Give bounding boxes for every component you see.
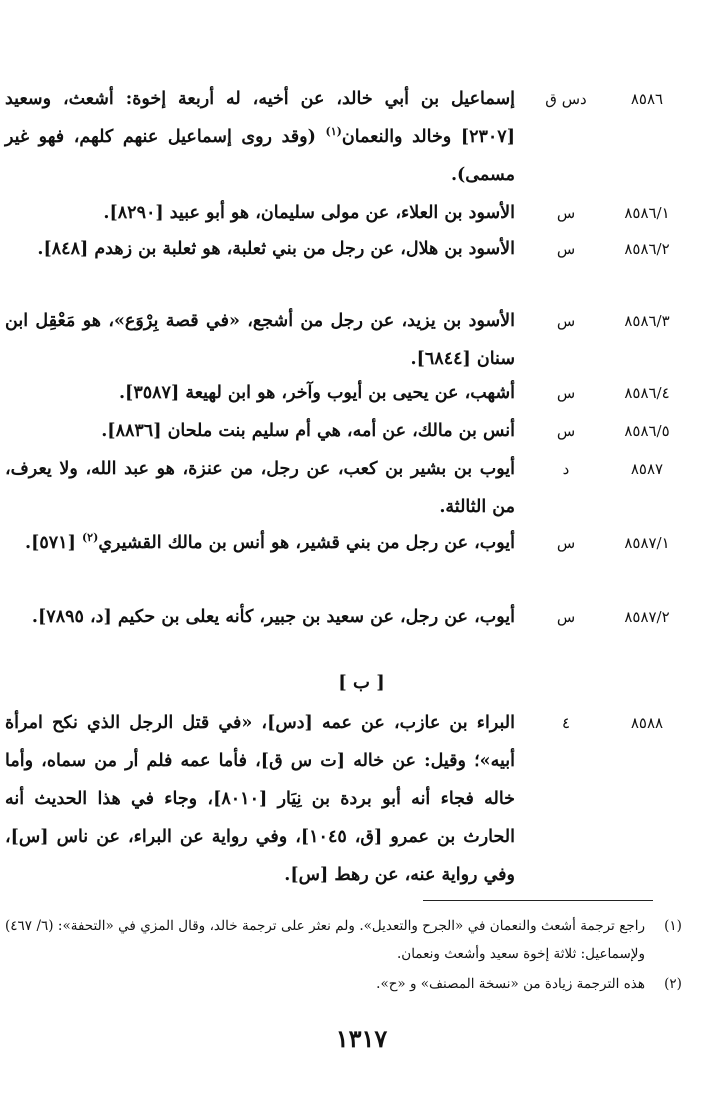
entry-symbol: س — [556, 312, 576, 330]
entry-text: أيوب بن بشير بن كعب، عن رجل، من عنزة، هو عبد الله، ولا يعرف، من الثالثة. — [5, 459, 515, 517]
entry-number: ٨٥٨٦/٢ — [624, 240, 670, 258]
entry-text-part: [٥٧١]. — [25, 533, 82, 553]
entry-text: الأسود بن يزيد، عن رجل من أشجع، «في قصة بِرْوَع»، هو مَعْقِل ابن سنان [٦٨٤٤]. — [5, 311, 515, 369]
entry-number: ٨٥٨٦/٤ — [624, 384, 670, 402]
entry-number: ٨٥٨٦/١ — [624, 204, 670, 222]
entry-text-part: أيوب، عن رجل من بني قشير، هو أنس بن مالك القشيري — [98, 533, 515, 553]
entry-symbol: دس ق — [545, 90, 587, 108]
entry-number: ٨٥٨٨ — [630, 714, 664, 732]
entry-number: ٨٥٨٧/١ — [624, 534, 670, 552]
entry-text: الأسود بن هلال، عن رجل من بني ثعلبة، هو ثعلبة بن زهدم [٨٤٨]. — [37, 239, 515, 259]
footnote-number: (٢) — [664, 976, 682, 992]
entry-symbol: س — [556, 608, 576, 626]
entry-number: ٨٥٨٦/٥ — [624, 422, 670, 440]
entry-text: أنس بن مالك، عن أمه، هي أم سليم بنت ملحان [٨٨٣٦]. — [101, 421, 515, 441]
footnote-text: هذه الترجمة زيادة من «نسخة المصنف» و «ح». — [376, 976, 645, 992]
entry-text: الأسود بن العلاء، عن مولى سليمان، هو أبو عبيد [٨٢٩٠]. — [103, 203, 515, 223]
footnote-2 — [3, 970, 693, 1000]
footnote-divider — [423, 900, 653, 901]
entry-text — [5, 524, 515, 562]
entry-symbol: س — [556, 384, 576, 402]
footnote-text: راجع ترجمة أشعث والنعمان في «الجرح والتعديل». ولم نعثر على ترجمة خالد، وقال المزي في «التحفة»: (٦/ ٤٦٧) ولإسماعيل: ثلاثة إخوة سعيد وأشعث ونعمان. — [5, 918, 645, 962]
entry-text-part: إسماعيل بن أبي خالد، عن أخيه، له أربعة إخوة: أشعث، وسعيد [٢٣٠٧] وخالد والنعمان — [5, 89, 515, 147]
entry-number: ٨٥٨٦/٣ — [624, 312, 670, 330]
entry-text: أيوب، عن رجل، عن سعيد بن جبير، كأنه يعلى بن حكيم [د، ٧٨٩٥]. — [31, 607, 515, 627]
footnote-number: (١) — [664, 918, 682, 934]
entry-text: البراء بن عازب، عن عمه [دس]، «في قتل الرجل الذي نكح امرأة أبيه»؛ وقيل: عن خاله [ت س ق]، فأما عمه فلم أر من سماه، وأما خاله فجاء أنه أبو بردة بن نِيَار [٨٠١٠]، وجاء في هذا الحديث أنه الحارث بن عمرو [ق، ١٠٤٥]، وفي رواية عن البراء، عن ناس [س]، وفي رواية عنه، عن رهط [س]. — [5, 713, 516, 885]
entry-text-part: (وقد روى إسماعيل عنهم كلهم، فهو غير مسمى). — [5, 127, 515, 185]
entry-symbol: س — [556, 422, 576, 440]
entry-symbol: د — [562, 460, 570, 478]
footnote-ref: (٢) — [81, 531, 99, 545]
footnote-ref: (١) — [325, 125, 342, 139]
entry-symbol: ٤ — [561, 714, 571, 732]
entry-symbol: س — [556, 204, 576, 222]
entry-number: ٨٥٨٧/٢ — [624, 608, 670, 626]
footnote-1 — [3, 912, 693, 972]
entry-text — [5, 80, 515, 194]
entry-symbol: س — [556, 240, 576, 258]
entry-number: ٨٥٨٧ — [630, 460, 664, 478]
section-header: [ ب ] — [338, 672, 385, 693]
page-number: ١٣١٧ — [335, 1024, 388, 1053]
entry-number: ٨٥٨٦ — [630, 90, 664, 108]
entry-text: أشهب، عن يحيى بن أيوب وآخر، هو ابن لهيعة [٣٥٨٧]. — [118, 383, 515, 403]
entry-symbol: س — [556, 534, 576, 552]
